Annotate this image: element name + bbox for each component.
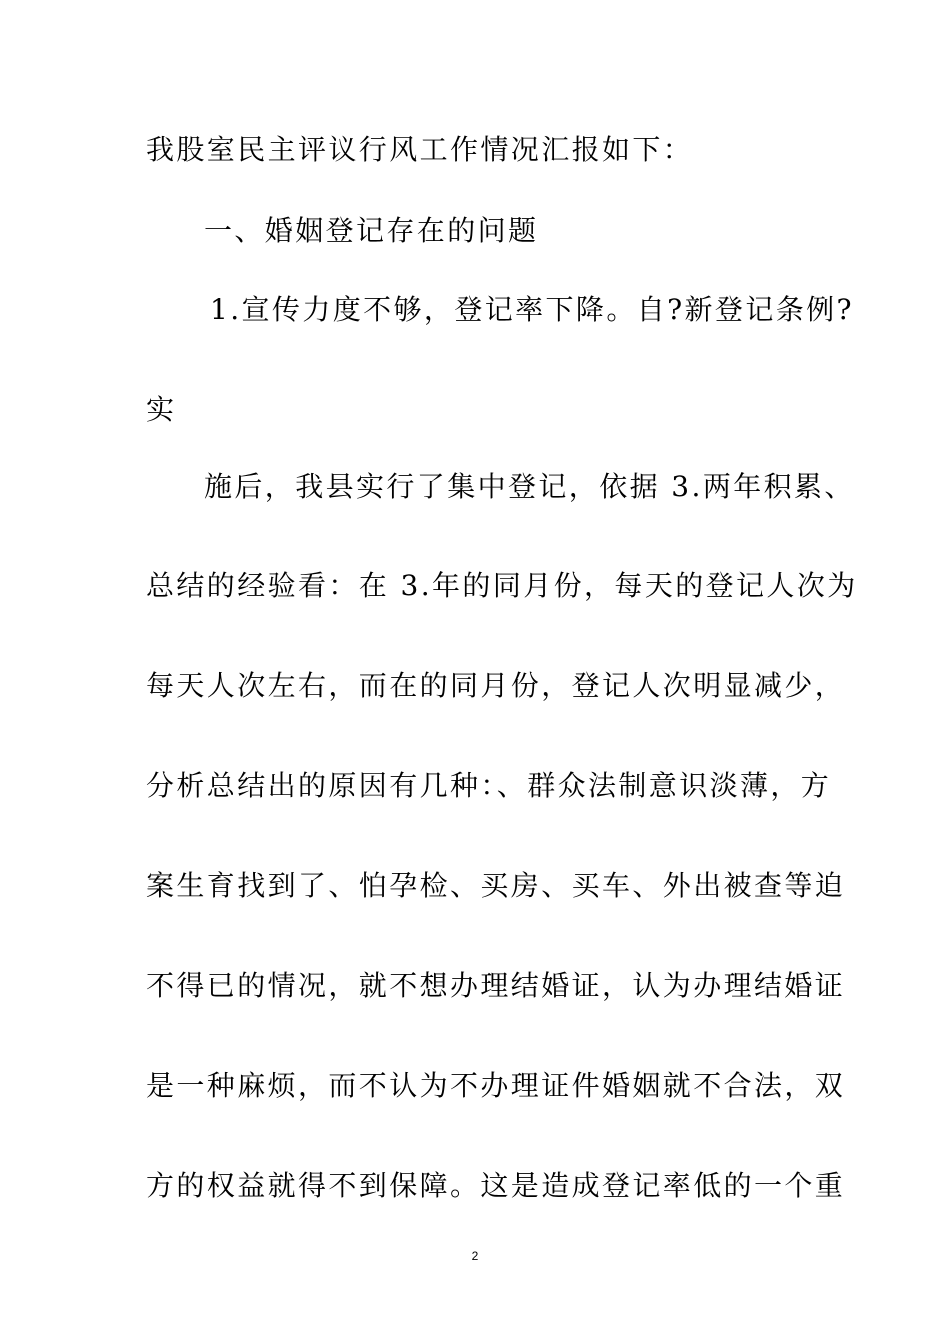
- paragraph-line: 实: [146, 393, 177, 426]
- section-heading: 一、婚姻登记存在的问题: [204, 214, 539, 247]
- paragraph-line: 不得已的情况，就不想办理结婚证，认为办理结婚证: [146, 969, 846, 1002]
- paragraph-line: 总结的经验看：在 3.年的同月份，每天的登记人次为: [146, 569, 858, 602]
- paragraph-line: 施后，我县实行了集中登记，依据 3.两年积累、: [204, 470, 855, 503]
- paragraph-line: 1.宣传力度不够，登记率下降。自?新登记条例?: [210, 293, 854, 326]
- paragraph-line: 方的权益就得不到保障。这是造成登记率低的一个重: [146, 1169, 846, 1202]
- paragraph-line: 是一种麻烦，而不认为不办理证件婚姻就不合法，双: [146, 1069, 846, 1102]
- paragraph-line: 每天人次左右，而在的同月份，登记人次明显减少，: [146, 669, 846, 702]
- page-number: 2: [471, 1249, 479, 1263]
- paragraph-line: 案生育找到了、怕孕检、买房、买车、外出被查等迫: [146, 869, 846, 902]
- intro-line: 我股室民主评议行风工作情况汇报如下：: [146, 133, 694, 166]
- paragraph-line: 分析总结出的原因有几种：、群众法制意识淡薄，方: [146, 769, 832, 802]
